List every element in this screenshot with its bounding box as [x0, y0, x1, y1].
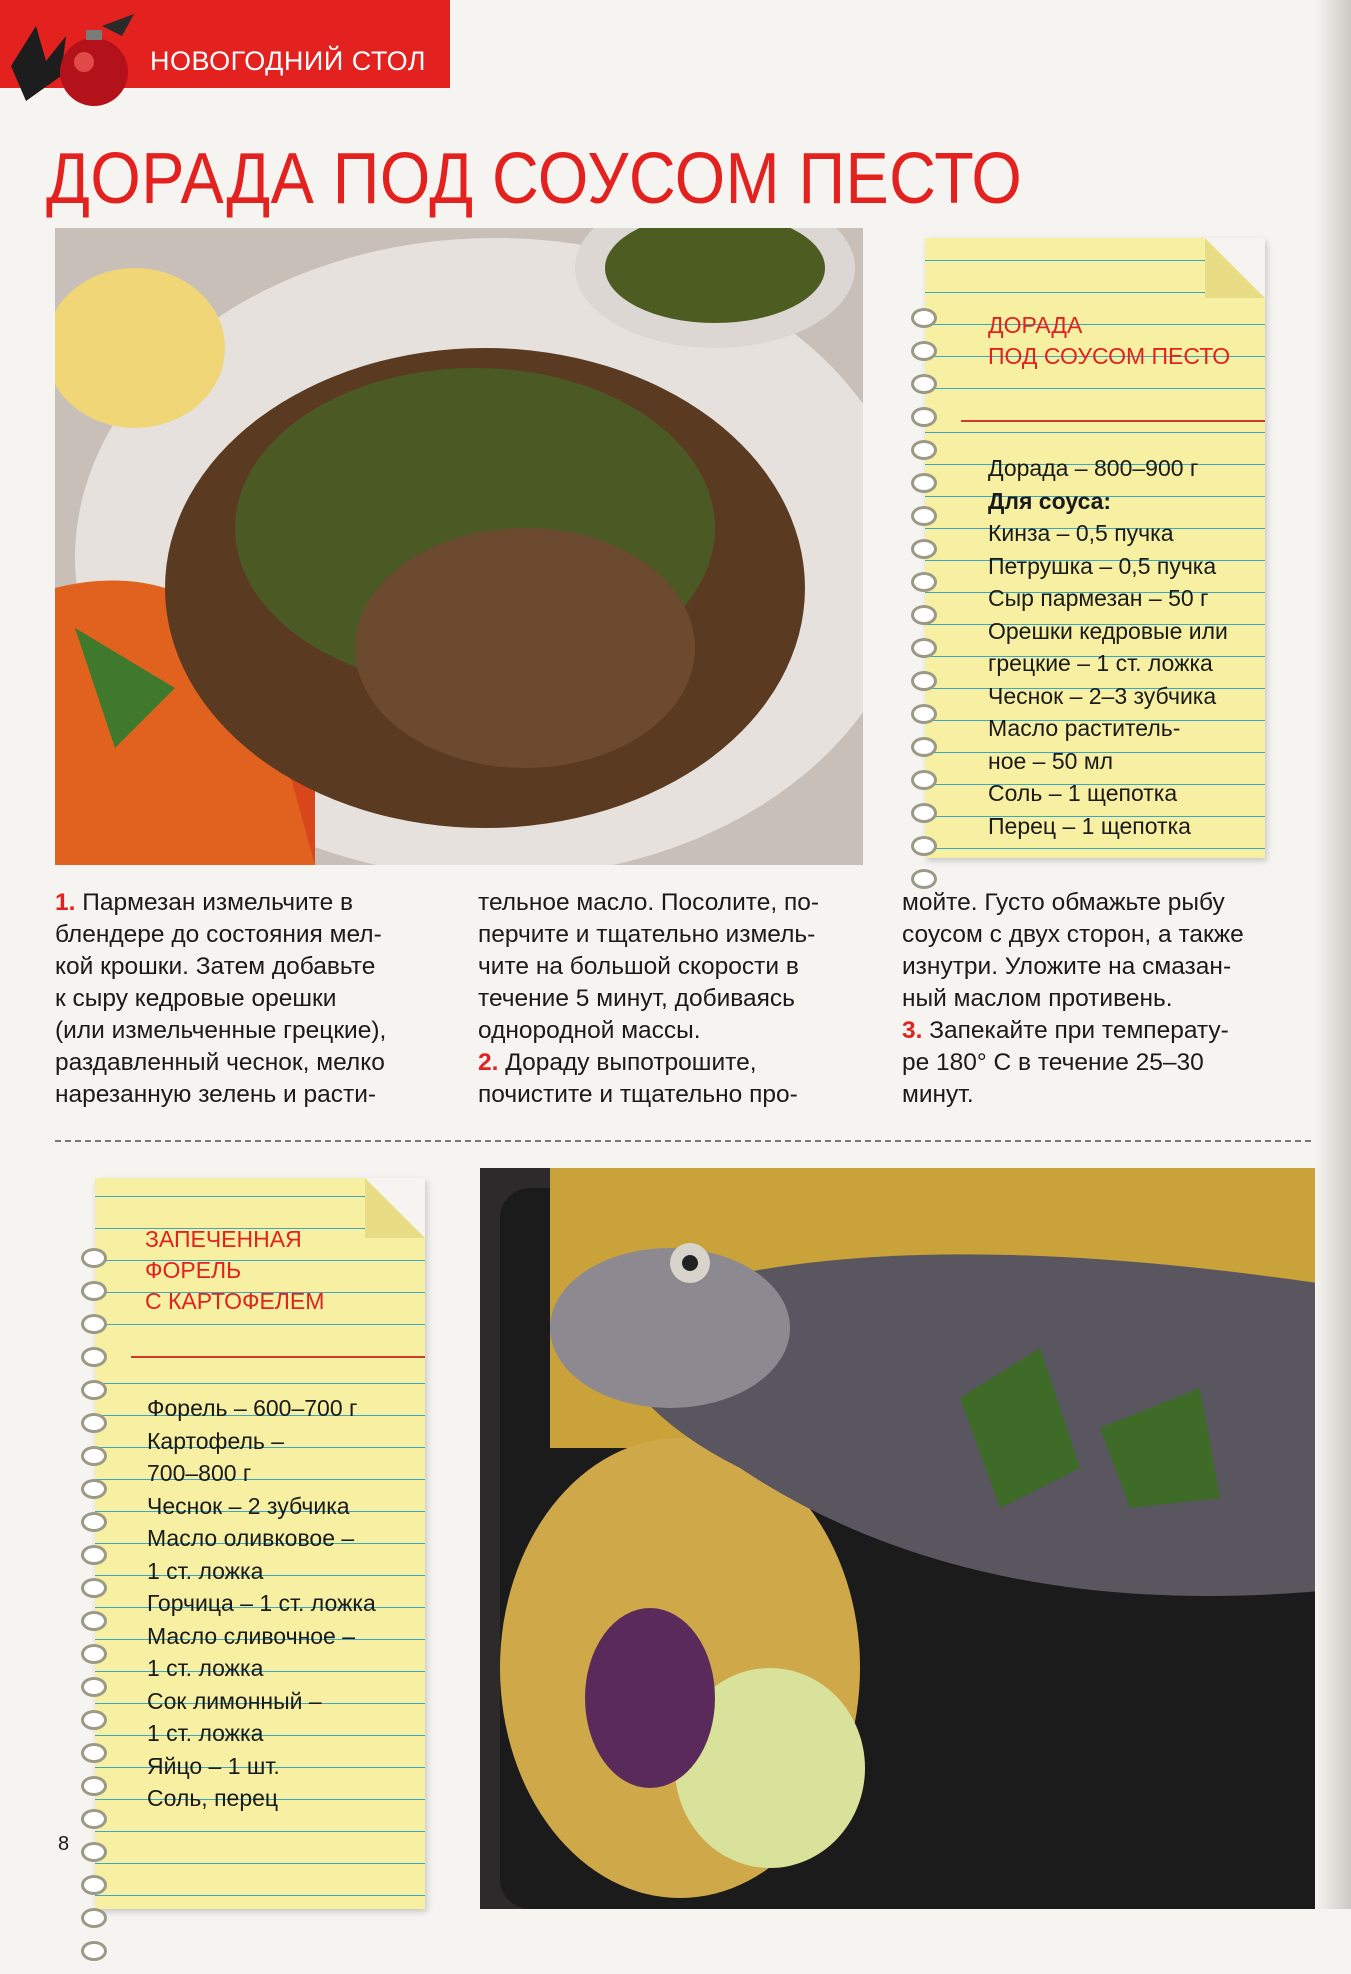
ingredient-item: Сок лимонный –	[147, 1687, 322, 1714]
page-title: ДОРАДА ПОД СОУСОМ ПЕСТО	[46, 139, 1023, 219]
spiral-binding	[81, 1248, 107, 1974]
ingredient-item: грецкие – 1 ст. ложка	[988, 650, 1213, 676]
section-divider	[55, 1140, 1351, 1142]
ingredient-list	[988, 452, 1228, 842]
page-fold	[365, 1178, 425, 1238]
steps-column-2: тельное масло. Посолите, по- перчите и тщательно измель- чите на большой скорости в течение 5 минут, добиваясь однородной массы. 2. Дораду выпотрошите, почистите и тщательно про-	[478, 889, 820, 1108]
recipe-card-dorada	[925, 238, 1265, 858]
steps-column-3: мойте. Густо обмажьте рыбу соусом с двух сторон, а также изнутри. Уложите на смазан- ный маслом противень. 3. Запекайте при температу- ре 180° С в течение 25–30 минут.	[902, 889, 1244, 1108]
step-number: 1.	[55, 889, 76, 916]
card-divider	[961, 420, 1265, 422]
page-number: 8	[58, 1833, 70, 1855]
page-fold	[1205, 238, 1265, 298]
ingredient-item: 1 ст. ложка	[147, 1720, 264, 1746]
recipe-card-trout	[95, 1178, 425, 1909]
step-number: 3.	[902, 1017, 923, 1044]
ingredient-item: Яйцо – 1 шт.	[147, 1752, 280, 1779]
card-title: ЗАПЕЧЕННАЯ ФОРЕЛЬ С КАРТОФЕЛЕМ	[145, 1226, 325, 1314]
ingredient-item: Кинза – 0,5 пучка	[988, 520, 1174, 546]
ingredient-item: 1 ст. ложка	[147, 1655, 264, 1681]
ingredient-item: Соль, перец	[147, 1785, 279, 1811]
ingredient-item: Масло сливочное –	[147, 1622, 356, 1649]
ingredient-item: 1 ст. ложка	[147, 1557, 264, 1584]
ingredient-item: Перец – 1 щепотка	[988, 812, 1191, 839]
section-label: НОВОГОДНИЙ СТОЛ	[150, 46, 427, 76]
ingredient-item: Петрушка – 0,5 пучка	[988, 552, 1217, 579]
ingredient-item: ное – 50 мл	[988, 747, 1114, 774]
ingredient-item: Орешки кедровые или	[988, 617, 1228, 644]
ingredient-item: Чеснок – 2–3 зубчика	[988, 682, 1217, 709]
ingredient-subheading: Для соуса:	[988, 487, 1112, 514]
ingredient-item: Чеснок – 2 зубчика	[147, 1492, 350, 1519]
trout-photo	[480, 1168, 1351, 1909]
ingredient-item: 700–800 г	[147, 1460, 252, 1486]
ingredient-item: Масло оливковое –	[147, 1525, 355, 1551]
ingredient-item: Соль – 1 щепотка	[988, 780, 1178, 806]
ingredient-item: Сыр пармезан – 50 г	[988, 585, 1209, 611]
card-title: ДОРАДА ПОД СОУСОМ ПЕСТО	[988, 312, 1231, 369]
christmas-ornament-icon	[6, 6, 136, 116]
ingredient-list	[147, 1392, 376, 1815]
ingredient-item: Картофель –	[147, 1427, 285, 1454]
card-divider	[131, 1356, 425, 1358]
dorada-photo	[55, 228, 863, 865]
page-gutter	[1315, 0, 1351, 1909]
spiral-binding	[911, 308, 937, 902]
ingredient-item: Горчица – 1 ст. ложка	[147, 1590, 376, 1616]
ingredient-item: Масло раститель-	[988, 715, 1181, 741]
ingredient-item: Форель – 600–700 г	[147, 1395, 358, 1421]
steps-column-1: 1. Пармезан измельчите в блендере до состояния мел- кой крошки. Затем добавьте к сыру кедровые орешки (или измельченные грецкие), раздавленный чеснок, мелко нарезанную зелень и расти-	[55, 889, 387, 1108]
ingredient-item: Дорада – 800–900 г	[988, 455, 1199, 481]
step-number: 2.	[478, 1049, 499, 1076]
